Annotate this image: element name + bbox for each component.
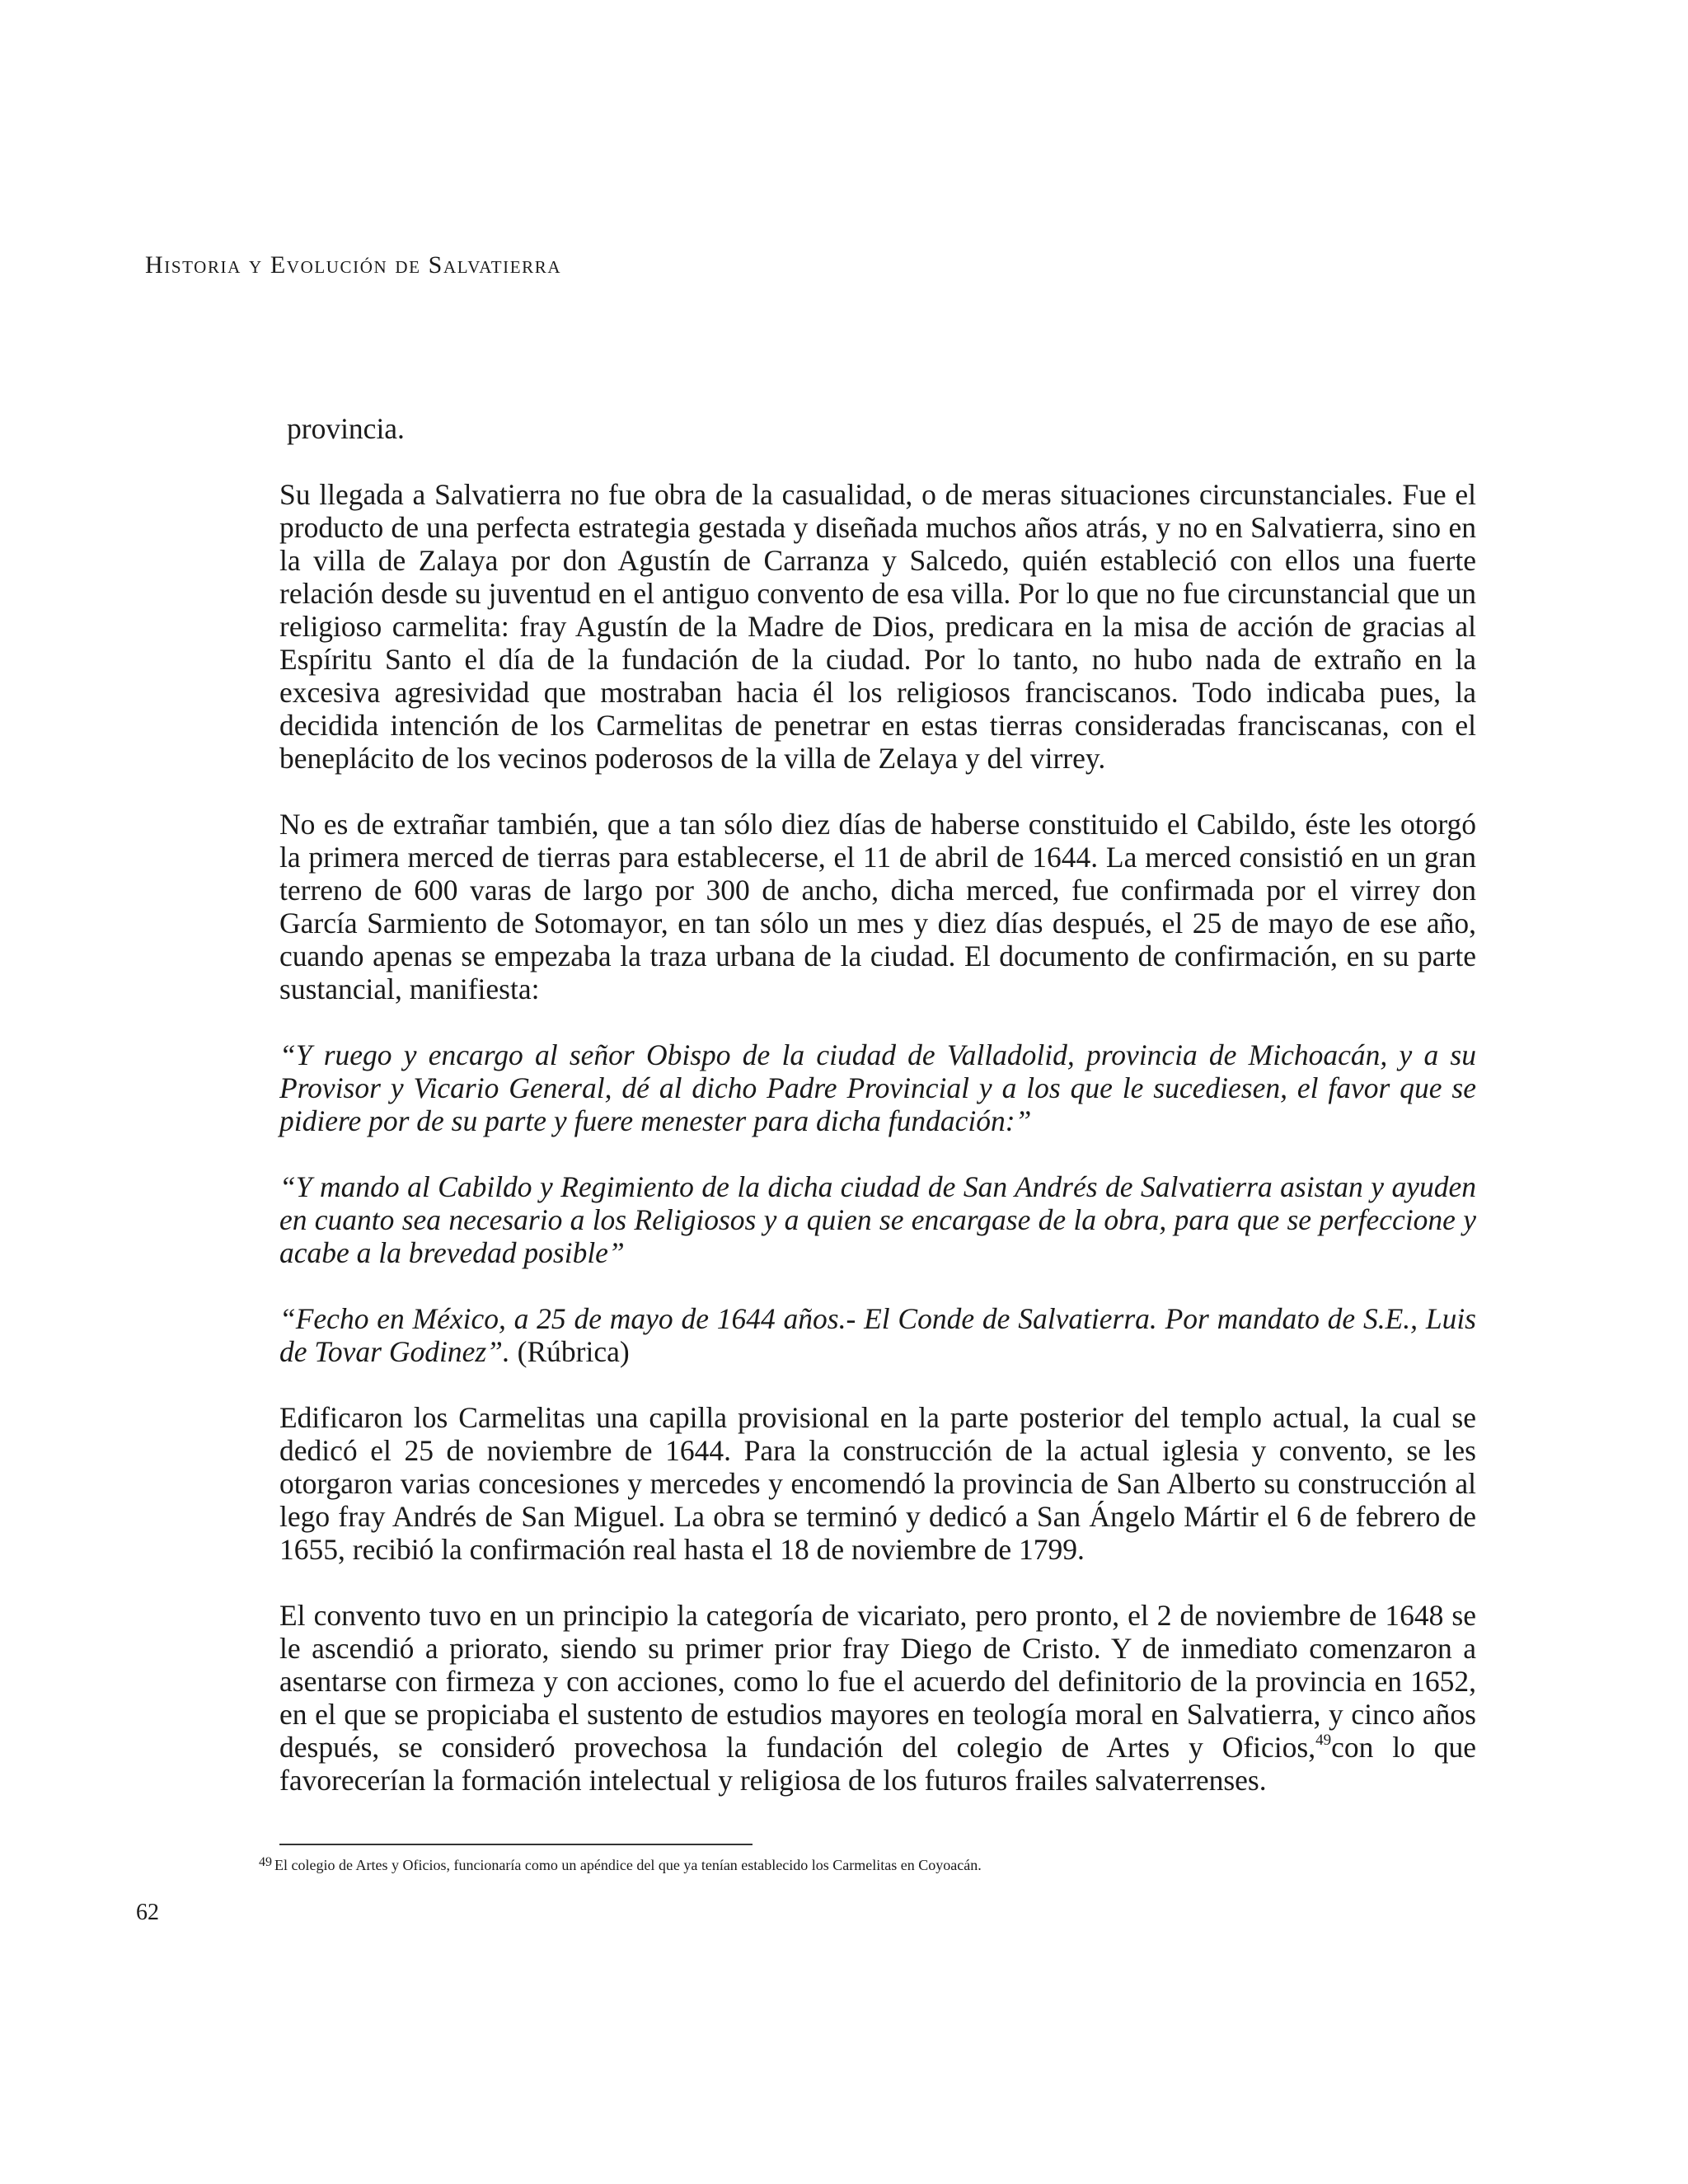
footnote-reference: 49 bbox=[1315, 1732, 1332, 1749]
rubrica-note: (Rúbrica) bbox=[517, 1335, 630, 1368]
paragraph-continuation: provincia. bbox=[287, 412, 405, 445]
footnote-text: El colegio de Artes y Oficios, funcionaría como un apéndice del que ya tenían establecido los Carmelitas en Coyoacán. bbox=[274, 1857, 982, 1873]
paragraph bbox=[279, 1599, 1476, 1797]
running-header: Historia y Evolución de Salvatierra bbox=[145, 251, 562, 279]
paragraph-text: El convento tuvo en un principio la categoría de vicariato, pero pronto, el 2 de noviembre de 1648 se le ascendió a priorato, siendo su primer prior fray Diego de Cristo. Y de inmediato comenzaron a asentarse con firmeza y con acciones, como lo fue el acuerdo del definitorio de la provincia en 1652, en el que se propiciaba el sustento de estudios mayores en teología moral en Salvatierra, y cinco años después, se consideró provechosa la fundación del colegio de Artes y Oficios, bbox=[279, 1599, 1476, 1764]
footnote-divider bbox=[279, 1844, 753, 1845]
footnote-number: 49 bbox=[259, 1855, 272, 1869]
paragraph: No es de extrañar también, que a tan sólo diez días de haberse constituido el Cabildo, éste les otorgó la primera merced de tierras para establecerse, el 11 de abril de 1644. La merced consistió en un gran terreno de 600 varas de largo por 300 de ancho, dicha merced, fue confirmada por el virrey don García Sarmiento de Sotomayor, en tan sólo un mes y diez días después, el 25 de mayo de ese año, cuando apenas se empezaba la traza urbana de la ciudad. El documento de confirmación, en su parte sustancial, manifiesta: bbox=[279, 808, 1476, 1005]
footnote bbox=[259, 1856, 982, 1874]
quote-paragraph-signature bbox=[279, 1302, 1476, 1368]
quote-paragraph: “Y ruego y encargo al señor Obispo de la ciudad de Valladolid, provincia de Michoacán, y a su Provisor y Vicario General, dé al dicho Padre Provincial y a los que le sucediesen, el favor que se pidiere por de su parte y fuere menester para dicha fundación:” bbox=[279, 1038, 1476, 1137]
paragraph: Su llegada a Salvatierra no fue obra de la casualidad, o de meras situaciones circunstanciales. Fue el producto de una perfecta estrategia gestada y diseñada muchos años atrás, y no en Salvatierra, sino en la villa de Zalaya por don Agustín de Carranza y Salcedo, quién estableció con ellos una fuerte relación desde su juventud en el antiguo convento de esa villa. Por lo que no fue circunstancial que un religioso carmelita: fray Agustín de la Madre de Dios, predicara en la misa de acción de gracias al Espíritu Santo el día de la fundación de la ciudad. Por lo tanto, no hubo nada de extraño en la excesiva agresividad que mostraban hacia él los religiosos franciscanos. Todo indicaba pues, la decidida intención de los Carmelitas de penetrar en estas tierras consideradas franciscanas, con el beneplácito de los vecinos poderosos de la villa de Zelaya y del virrey. bbox=[279, 478, 1476, 775]
page-number: 62 bbox=[136, 1900, 159, 1925]
quote-paragraph: “Y mando al Cabildo y Regimiento de la dicha ciudad de San Andrés de Salvatierra asistan y ayuden en cuanto sea necesario a los Religiosos y a quien se encargase de la obra, para que se perfeccione y acabe a la brevedad posible” bbox=[279, 1170, 1476, 1269]
paragraph: Edificaron los Carmelitas una capilla provisional en la parte posterior del templo actual, la cual se dedicó el 25 de noviembre de 1644. Para la construcción de la actual iglesia y convento, se les otorgaron varias concesiones y mercedes y encomendó la provincia de San Alberto su construcción al lego fray Andrés de San Miguel. La obra se terminó y dedicó a San Ángelo Mártir el 6 de febrero de 1655, recibió la confirmación real hasta el 18 de noviembre de 1799. bbox=[279, 1401, 1476, 1566]
quote-text: “Fecho en México, a 25 de mayo de 1644 años.- El Conde de Salvatierra. Por mandato de S.E., Luis de Tovar Godinez”. bbox=[279, 1302, 1476, 1368]
paragraph-text: con lo que favorecerían la formación intelectual y religiosa de los futuros frailes salvaterrenses. bbox=[279, 1731, 1476, 1797]
body-text bbox=[279, 412, 1476, 1797]
